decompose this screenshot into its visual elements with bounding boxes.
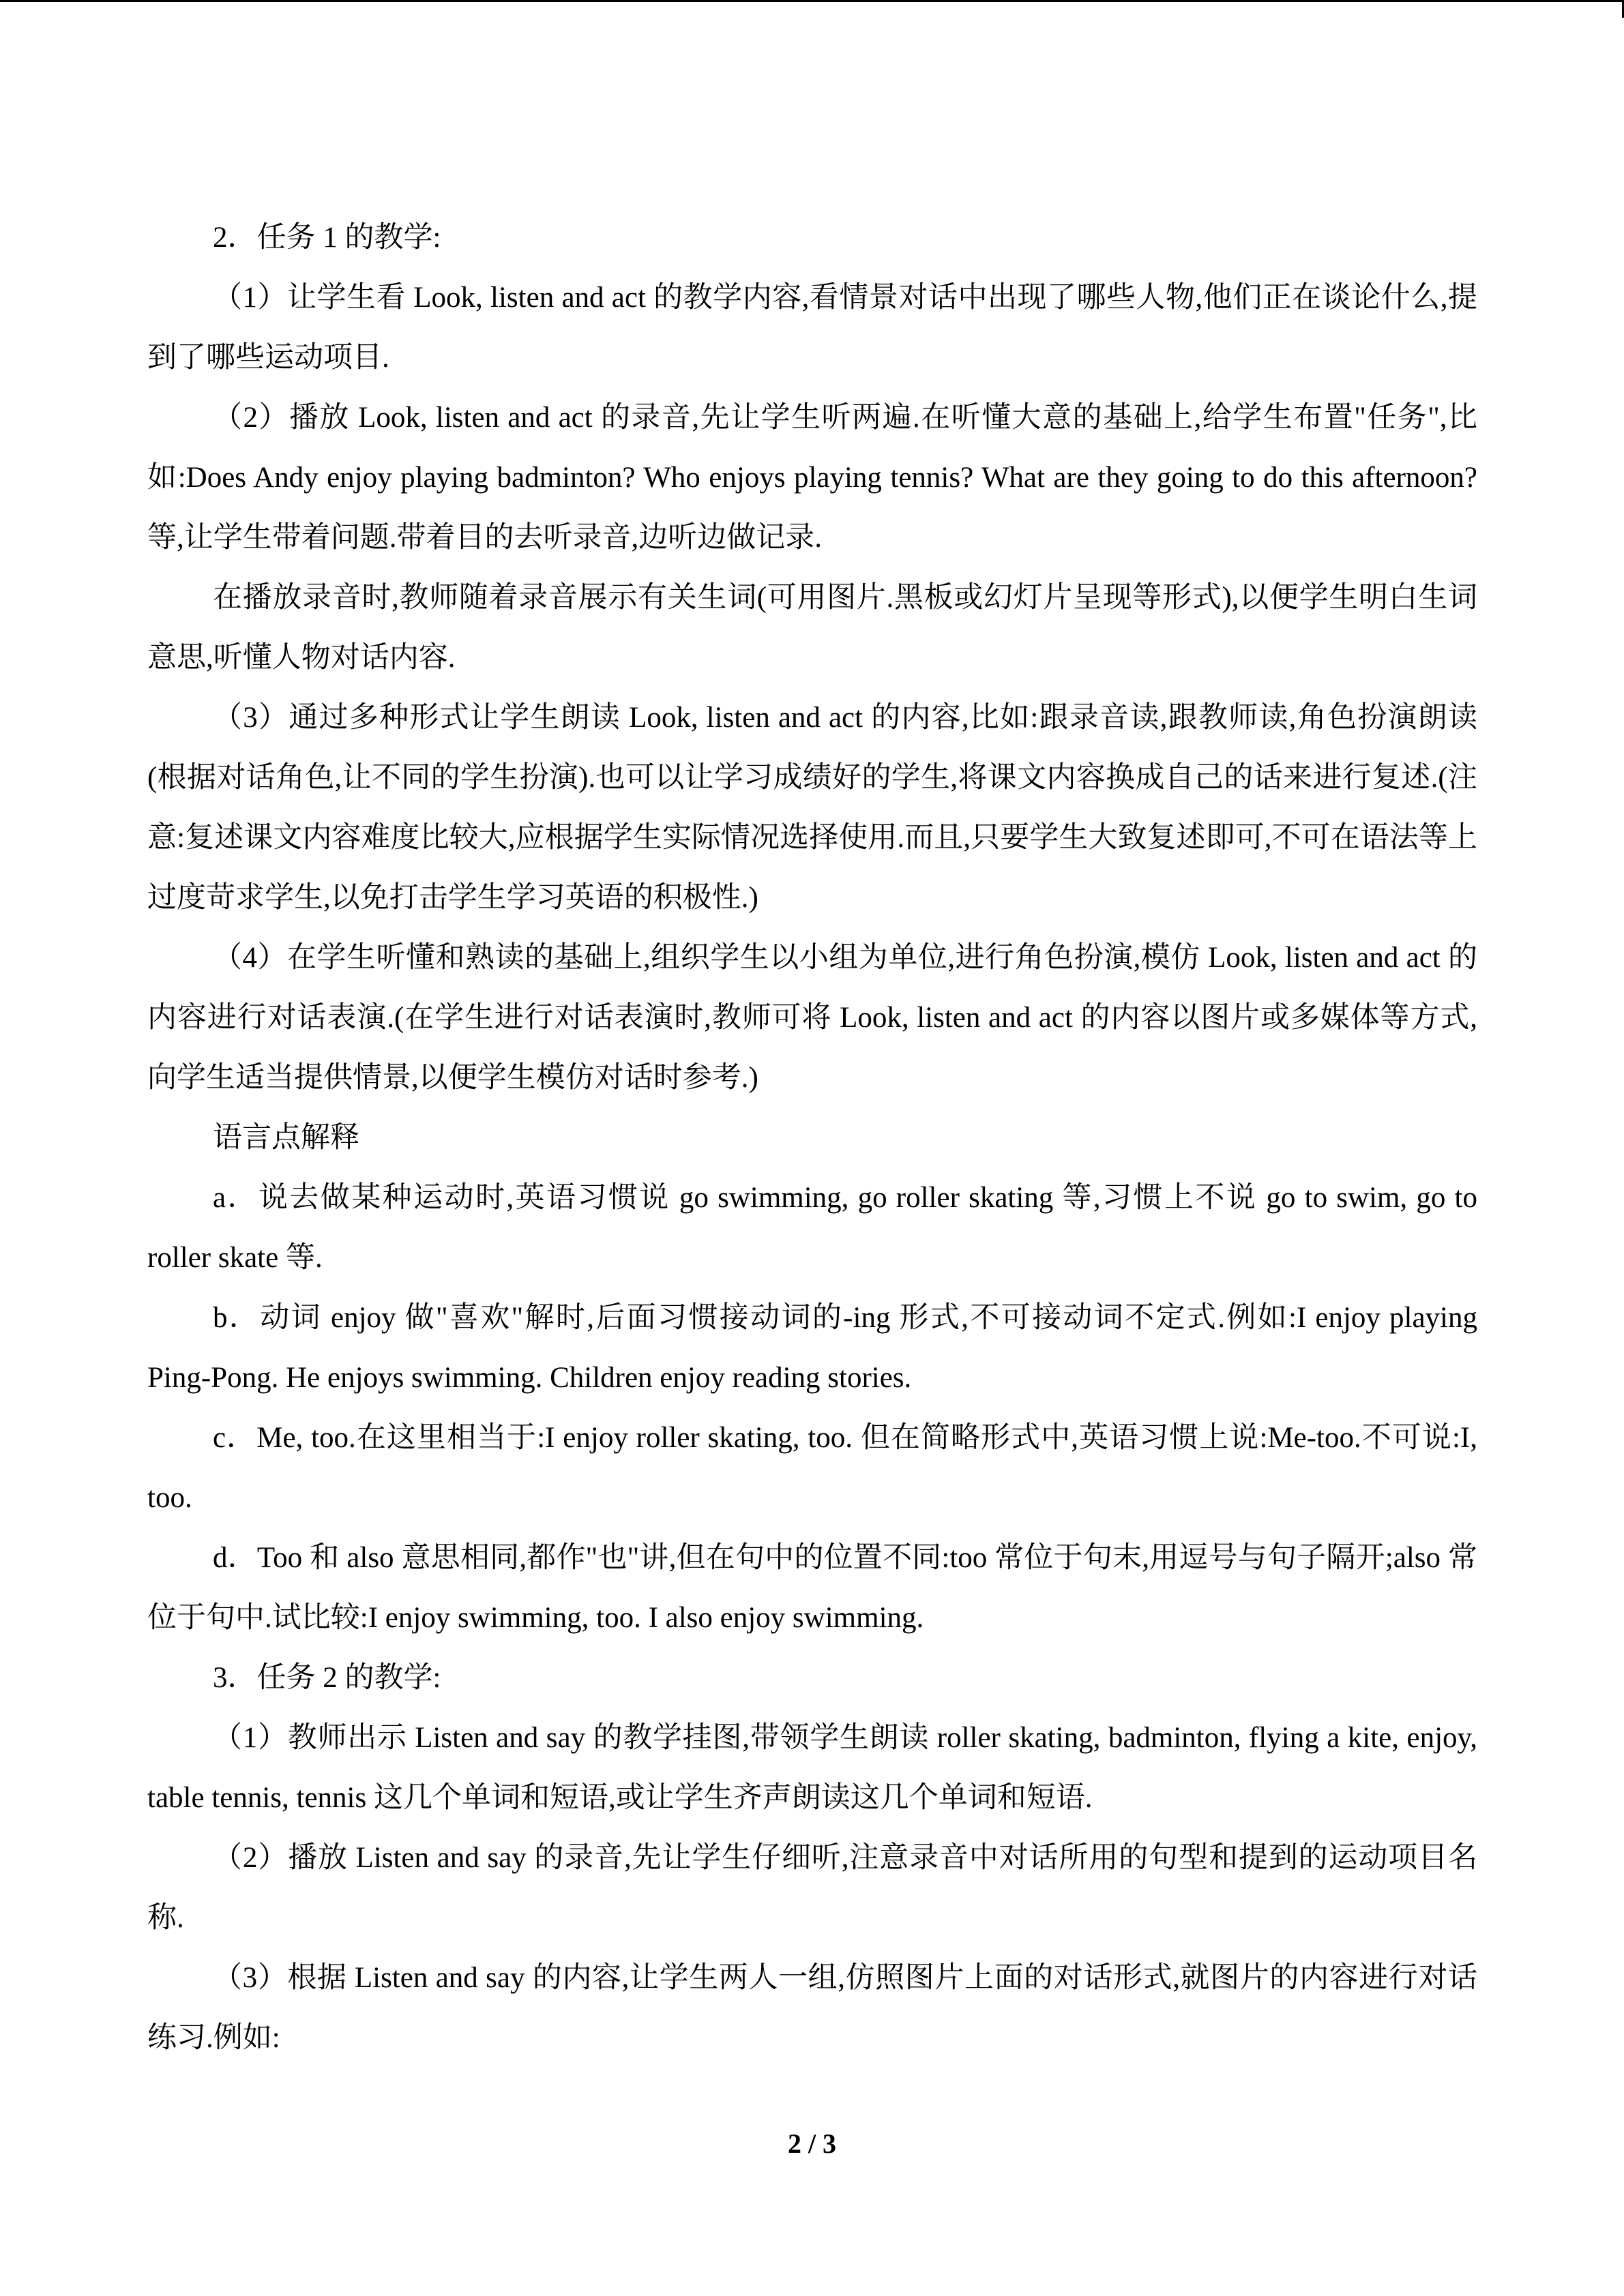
document-body <box>147 208 1477 2068</box>
paragraph: （4）在学生听懂和熟读的基础上,组织学生以小组为单位,进行角色扮演,模仿 Look, listen and act 的内容进行对话表演.(在学生进行对话表演时,教师可将 Look, listen and act 的内容以图片或多媒体等方式,向学生适当提供情景,以便学生模仿对话时参考.) <box>147 942 1477 1094</box>
language-points-heading: 语言点解释 <box>213 1122 359 1154</box>
paragraph: （1）教师出示 Listen and say 的教学挂图,带领学生朗读 roller skating, badminton, flying a kite, enjoy, table tennis, tennis 这几个单词和短语,或让学生齐声朗读这几个单词和短语. <box>147 1722 1477 1814</box>
task2-heading: 3．任务 2 的教学: <box>213 1662 441 1694</box>
paragraph: （1）让学生看 Look, listen and act 的教学内容,看情景对话中出现了哪些人物,他们正在谈论什么,提到了哪些运动项目. <box>147 282 1477 374</box>
page-number: 2 / 3 <box>787 2128 837 2159</box>
paragraph: 在播放录音时,教师随着录音展示有关生词(可用图片.黑板或幻灯片呈现等形式),以便学生明白生词意思,听懂人物对话内容. <box>147 582 1477 674</box>
language-point: b．动词 enjoy 做"喜欢"解时,后面习惯接动词的-ing 形式,不可接动词不定式.例如:I enjoy playing Ping-Pong. He enjoys swimming. Children enjoy reading stories. <box>147 1302 1477 1394</box>
paragraph: （3）通过多种形式让学生朗读 Look, listen and act 的内容,比如:跟录音读,跟教师读,角色扮演朗读(根据对话角色,让不同的学生扮演).也可以让学习成绩好的学生,将课文内容换成自己的话来进行复述.(注意:复述课文内容难度比较大,应根据学生实际情况选择使用.而且,只要学生大致复述即可,不可在语法等上过度苛求学生,以免打击学生学习英语的积极性.) <box>147 702 1477 914</box>
top-border-line <box>0 0 1624 2</box>
paragraph: （3）根据 Listen and say 的内容,让学生两人一组,仿照图片上面的对话形式,就图片的内容进行对话练习.例如: <box>147 1962 1477 2054</box>
language-point: a．说去做某种运动时,英语习惯说 go swimming, go roller skating 等,习惯上不说 go to swim, go to roller skate 等. <box>147 1182 1477 1274</box>
paragraph: （2）播放 Look, listen and act 的录音,先让学生听两遍.在听懂大意的基础上,给学生布置"任务",比如:Does Andy enjoy playing badminton? Who enjoys playing tennis? What are they going to do this afternoon? 等,让学生带着问题.带着目的去听录音,边听边做记录. <box>147 402 1477 554</box>
language-point: c．Me, too.在这里相当于:I enjoy roller skating, too. 但在简略形式中,英语习惯上说:Me-too.不可说:I, too. <box>147 1422 1477 1514</box>
paragraph: （2）播放 Listen and say 的录音,先让学生仔细听,注意录音中对话所用的句型和提到的运动项目名称. <box>147 1842 1477 1934</box>
language-point: d．Too 和 also 意思相同,都作"也"讲,但在句中的位置不同:too 常位于句末,用逗号与句子隔开;also 常位于句中.试比较:I enjoy swimming, too. I also enjoy swimming. <box>147 1542 1477 1634</box>
task1-heading: 2．任务 1 的教学: <box>213 222 441 254</box>
